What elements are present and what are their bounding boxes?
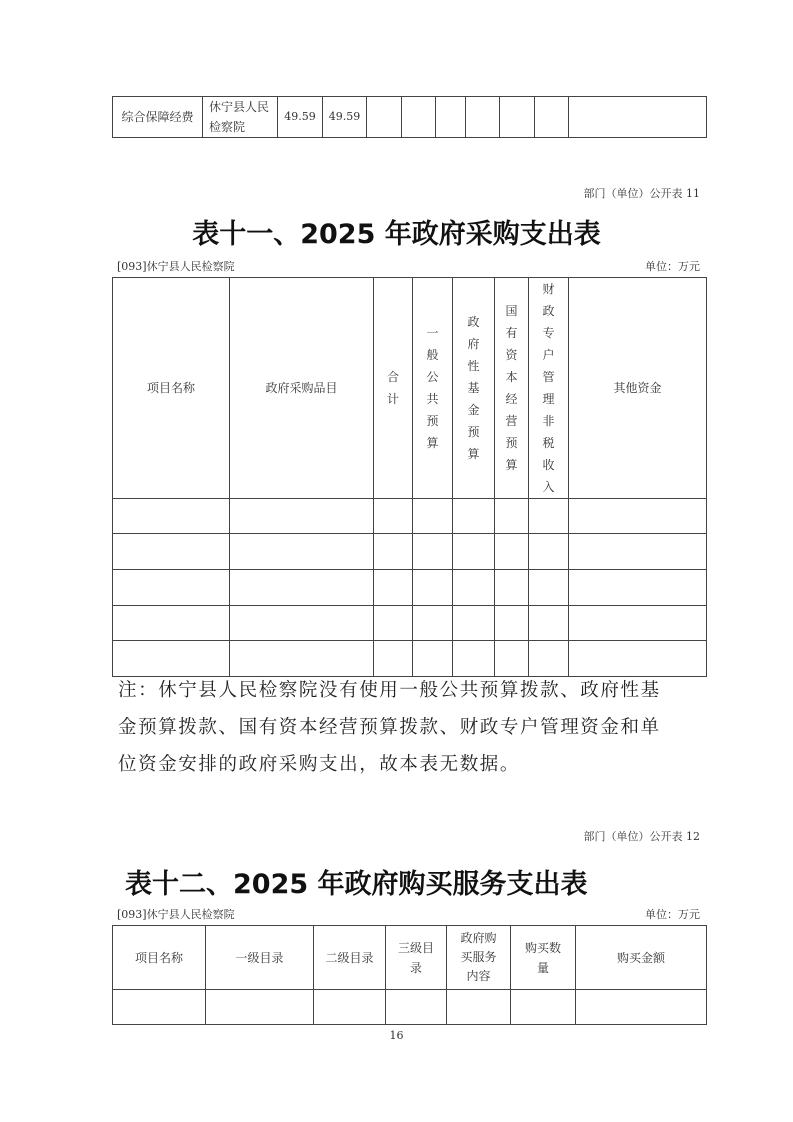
table-header-row (113, 926, 707, 990)
table12-org: [093]休宁县人民检察院 (117, 908, 235, 921)
page-number: 16 (389, 1029, 404, 1042)
header-project-name: 项目名称 (113, 926, 206, 990)
table12-unit: 单位：万元 (645, 908, 700, 921)
note-line: 注：休宁县人民检察院没有使用一般公共预算拨款、政府性基 (118, 680, 661, 701)
table11-title: 表十一、2025 年政府采购支出表 (192, 219, 601, 250)
table-row (113, 499, 707, 534)
table11 (112, 277, 707, 677)
cell-project: 综合保障经费 (113, 97, 203, 138)
header-purchase-item: 政府采购品目 (230, 278, 374, 499)
cell (535, 97, 569, 138)
cell-total: 49.59 (278, 97, 323, 138)
cell (466, 97, 500, 138)
table12 (112, 925, 707, 1025)
top-table (112, 96, 707, 138)
header-level3: 三级目录 (386, 926, 447, 990)
note-line: 金预算拨款、国有资本经营预算拨款、财政专户管理资金和单 (118, 717, 661, 738)
table-row (113, 97, 707, 138)
header-fund-budget: 政府性基金预算 (453, 278, 495, 499)
table-row (113, 534, 707, 570)
table11-org: [093]休宁县人民检察院 (117, 260, 235, 273)
header-general-budget: 一般公共预算 (413, 278, 453, 499)
header-service-content: 政府购买服务内容 (447, 926, 511, 990)
table12-number: 部门（单位）公开表 12 (583, 830, 700, 843)
table-header-row (113, 278, 707, 499)
note-line: 位资金安排的政府采购支出，故本表无数据。 (118, 754, 521, 775)
table-row (113, 606, 707, 641)
header-quantity: 购买数量 (511, 926, 576, 990)
note (118, 672, 718, 783)
header-project-name: 项目名称 (113, 278, 230, 499)
header-level2: 二级目录 (314, 926, 386, 990)
header-other-funds: 其他资金 (569, 278, 707, 499)
header-state-capital: 国有资本经营预算 (495, 278, 529, 499)
table12-title: 表十二、2025 年政府购买服务支出表 (125, 869, 588, 900)
table-row (113, 990, 707, 1025)
table11-number: 部门（单位）公开表 11 (583, 187, 700, 200)
header-total: 合计 (374, 278, 413, 499)
cell (367, 97, 402, 138)
cell (402, 97, 436, 138)
cell (500, 97, 535, 138)
cell (569, 97, 707, 138)
header-level1: 一级目录 (206, 926, 314, 990)
header-special-account: 财政专户管理非税收入 (529, 278, 569, 499)
cell-org: 休宁县人民检察院 (203, 97, 278, 138)
table-row (113, 570, 707, 606)
table11-unit: 单位：万元 (645, 260, 700, 273)
header-amount: 购买金额 (576, 926, 707, 990)
cell (436, 97, 466, 138)
cell-value: 49.59 (323, 97, 367, 138)
